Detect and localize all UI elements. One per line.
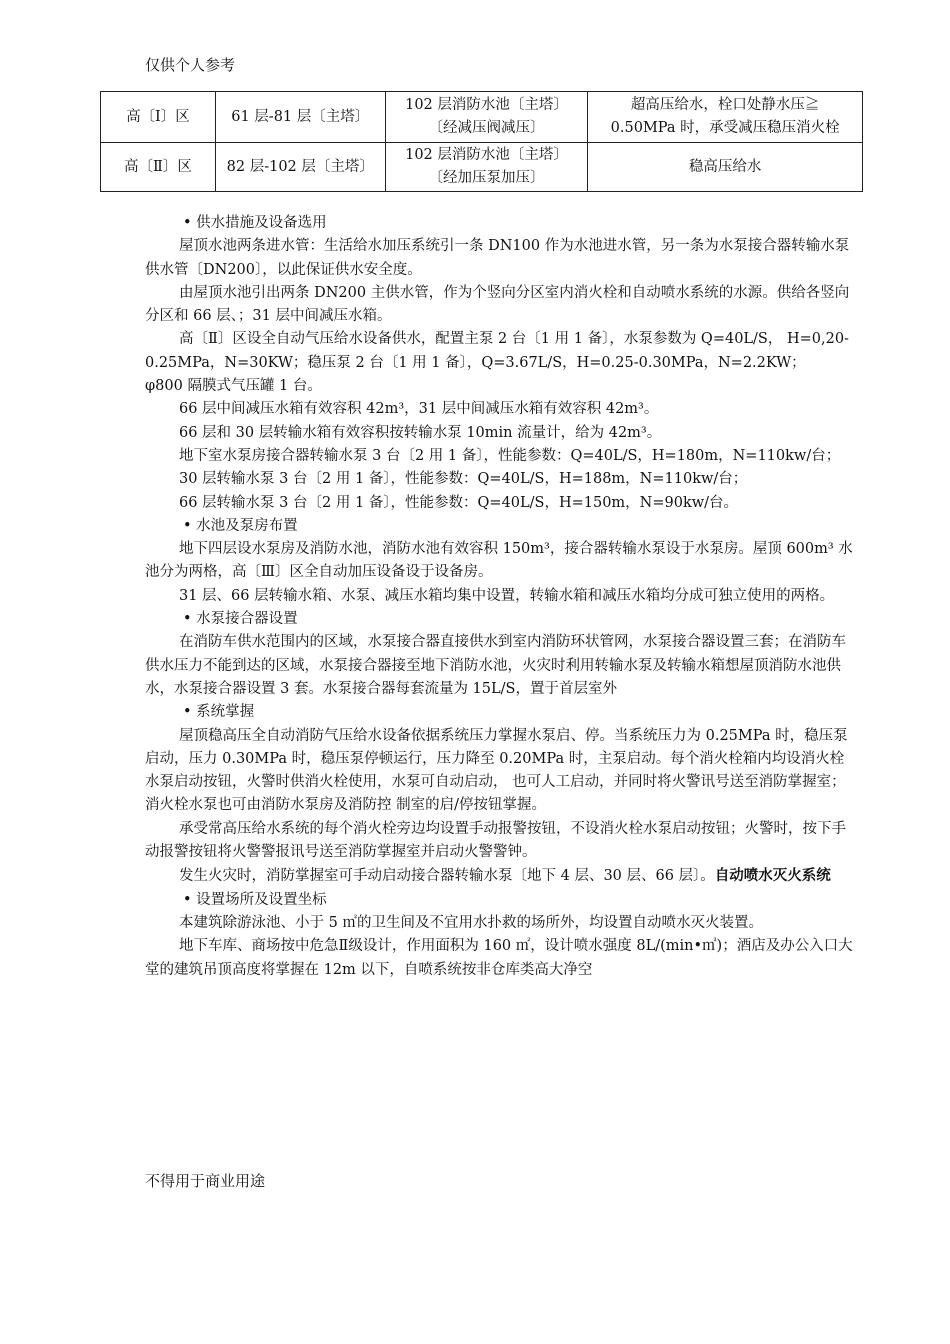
mode-line-1: 稳高压给水 bbox=[688, 158, 762, 175]
paragraph: 在消防车供水范围内的区域，水泵接合器直接供水到室内消防环状管网，水泵接合器设置三套；在消防车供水压力不能到达的区域，水泵接合器接至地下消防水池，火灾时利用转输水泵及转输水箱想屋顶消防水池供水，水泵接合器设置 3 套。水泵接合器每套流量为 15L/S，置于首层室外 bbox=[145, 634, 846, 697]
paragraph: 承受常高压给水系统的每个消火栓旁边均设置手动报警按钮，不设消火栓水泵启动按钮；火警时，按下手动报警按钮将火警警报讯号送至消防掌握室并启动火警警钟。 bbox=[145, 820, 846, 861]
section-bullet: • 设置场所及设置坐标 bbox=[183, 891, 327, 908]
paragraph: 地下车库、商场按中危急Ⅱ级设计，作用面积为 160 ㎡，设计喷水强度 8L/(min•㎡)；酒店及办公入口大堂的建筑吊顶高度将掌握在 12m 以下，自喷系统按非仓库类高大净空 bbox=[145, 938, 853, 978]
document-body bbox=[145, 212, 855, 982]
paragraph: 高〔Ⅱ〕区设全自动气压给水设备供水，配置主泵 2 台〔1 用 1 备〕，水泵参数为 Q=40L/S， H=0,20-0.25MPa，N=30KW；稳压泵 2 台〔1 用 1 备〕，Q=3.67L/S，H=0.25-0.30MPa，N=2.2KW； bbox=[145, 331, 849, 371]
paragraph: 31 层、66 层转输水箱、水泵、减压水箱均集中设置，转输水箱和减压水箱均分成可独立使用的两格。 bbox=[179, 587, 835, 604]
paragraph: φ800 隔膜式气压罐 1 台。 bbox=[145, 378, 322, 395]
paragraph: 66 层转输水泵 3 台〔2 用 1 备〕，性能参数：Q=40L/S，H=150m，N=90kw/台。 bbox=[179, 494, 739, 511]
source-line-2: 〔经减压阀减压〕 bbox=[428, 120, 545, 136]
section-bullet: • 系统掌握 bbox=[183, 704, 255, 721]
page-header: 仅供个人参考 bbox=[145, 56, 236, 74]
mode-line-2: 0.50MPa 时，承受减压稳压消火栓 bbox=[610, 120, 840, 136]
table-row bbox=[101, 143, 863, 192]
section-bullet: • 水池及泵房布置 bbox=[183, 517, 298, 534]
zone-cell: 高〔Ⅱ〕区 bbox=[101, 143, 216, 192]
paragraph: 屋顶水池两条进水管：生活给水加压系统引一条 DN100 作为水池进水管，另一条为水泵接合器转输水泵供水管〔DN200〕，以此保证供水安全度。 bbox=[145, 238, 850, 278]
mode-cell bbox=[588, 143, 863, 192]
page-footer: 不得用于商业用途 bbox=[145, 1172, 266, 1190]
paragraph: 本建筑除游泳池、小于 5 ㎡的卫生间及不宜用水扑救的场所外，均设置自动喷水灭火装置。 bbox=[179, 914, 763, 931]
section-bullet: • 供水措施及设备选用 bbox=[183, 215, 327, 231]
source-cell bbox=[385, 143, 588, 192]
source-line-1: 102 层消防水池〔主塔〕 bbox=[405, 147, 568, 163]
paragraph: 屋顶稳高压全自动消防气压给水设备依据系统压力掌握水泵启、停。当系统压力为 0.25MPa 时，稳压泵启动，压力 0.30MPa 时，稳压泵停顿运行，压力降至 0.20MPa 时，主泵启动。每个消火栓箱内均设消火栓水泵启动按钮，火警时供消火栓使用，水泵可自动启动， 也可人工启动，并同时将火警讯号送至消防掌握室；消火栓水泵也可由消防水泵房及消防控 制室的启/停按钮掌握。 bbox=[145, 727, 848, 814]
paragraph: 66 层中间减压水箱有效容积 42m³，31 层中间减压水箱有效容积 42m³。 bbox=[179, 401, 659, 418]
source-line-2: 〔经加压泵加压〕 bbox=[428, 170, 545, 186]
section-heading: 自动喷水灭火系统 bbox=[714, 867, 831, 885]
table-row bbox=[101, 92, 863, 143]
paragraph: 由屋顶水池引出两条 DN200 主供水管，作为个竖向分区室内消火栓和自动喷水系统的水源。供给各竖向分区和 66 层、；31 层中间减压水箱。 bbox=[145, 284, 850, 325]
paragraph bbox=[145, 864, 855, 888]
zone-table bbox=[100, 91, 863, 192]
paragraph: 66 层和 30 层转输水箱有效容积按转输水泵 10min 流量计，给为 42m³。 bbox=[179, 424, 662, 441]
paragraph: 地下室水泵房接合器转输水泵 3 台〔2 用 1 备〕，性能参数：Q=40L/S，H=180m，N=110kw/台； bbox=[179, 447, 841, 464]
source-cell bbox=[385, 92, 588, 143]
floors-cell: 61 层-81 层〔主塔〕 bbox=[215, 92, 385, 143]
mode-cell bbox=[588, 92, 863, 143]
mode-line-1: 超高压给水，栓口处静水压≧ bbox=[630, 97, 820, 113]
zone-cell: 高〔Ⅰ〕区 bbox=[101, 92, 216, 143]
floors-cell: 82 层-102 层〔主塔〕 bbox=[215, 143, 385, 192]
paragraph: 30 层转输水泵 3 台〔2 用 1 备〕，性能参数：Q=40L/S，H=188m，N=110kw/台； bbox=[179, 471, 748, 488]
section-bullet: • 水泵接合器设置 bbox=[183, 611, 298, 628]
paragraph-text: 发生火灾时，消防掌握室可手动启动接合器转输水泵〔地下 4 层、30 层、66 层〕。 bbox=[179, 868, 715, 885]
source-line-1: 102 层消防水池〔主塔〕 bbox=[405, 97, 568, 113]
paragraph: 地下四层设水泵房及消防水池，消防水池有效容积 150m³，接合器转输水泵设于水泵房。屋顶 600m³ 水池分为两格，高〔Ⅲ〕区全自动加压设备设于设备房。 bbox=[145, 541, 853, 581]
